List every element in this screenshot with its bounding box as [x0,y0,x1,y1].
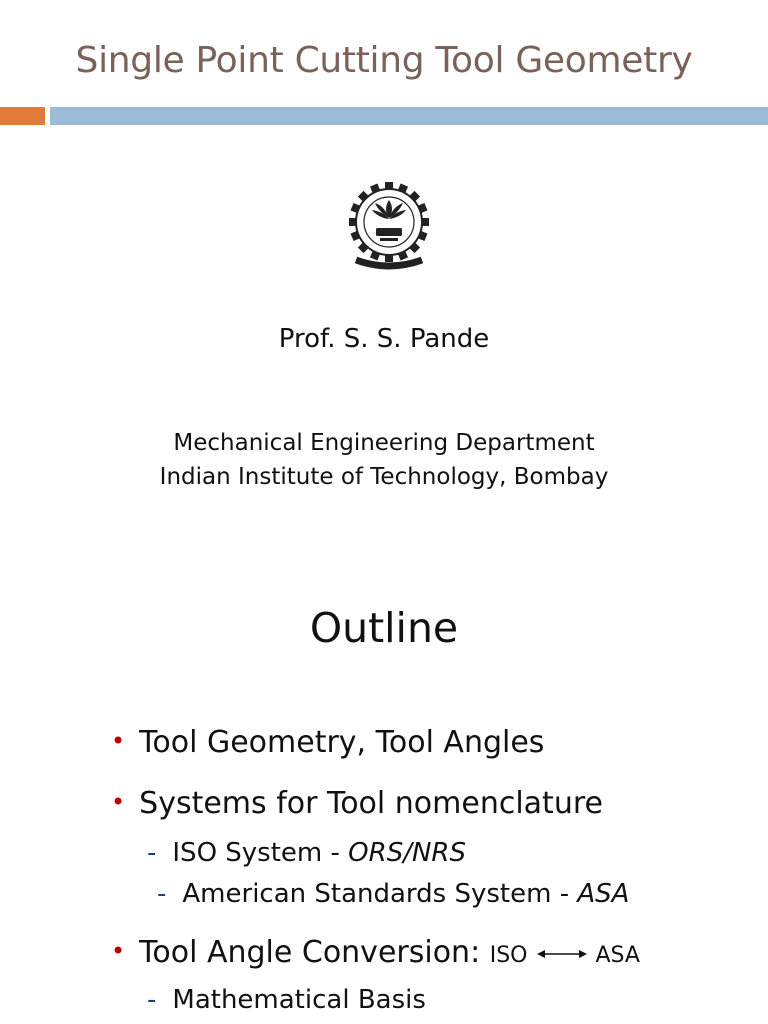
dash-icon: - [157,879,167,909]
iit-bombay-emblem-icon [336,176,442,274]
title-underline-bar [50,107,768,125]
slide-title: Single Point Cutting Tool Geometry [75,40,693,81]
sub-list-item: - ISO System - ORS/NRS [147,838,466,868]
dash-icon: - [147,838,157,868]
list-item: • Tool Geometry, Tool Angles [111,725,545,760]
bullet-icon: • [111,937,126,965]
dash-icon: - [147,985,157,1015]
author-name: Prof. S. S. Pande [278,324,490,354]
outline-heading: Outline [309,604,459,652]
title-accent-bar [0,107,45,125]
sub-list-item: - Mathematical Basis [147,985,426,1015]
bullet-icon: • [111,727,126,755]
department: Mechanical Engineering Department [173,430,595,456]
institute: Indian Institute of Technology, Bombay [159,464,609,490]
double-arrow-icon [536,948,588,960]
sub-list-item: - American Standards System - ASA [157,879,630,909]
bullet-icon: • [111,788,126,816]
list-item: • Tool Angle Conversion: ISO ASA [111,935,640,970]
list-item: • Systems for Tool nomenclature [111,786,603,821]
